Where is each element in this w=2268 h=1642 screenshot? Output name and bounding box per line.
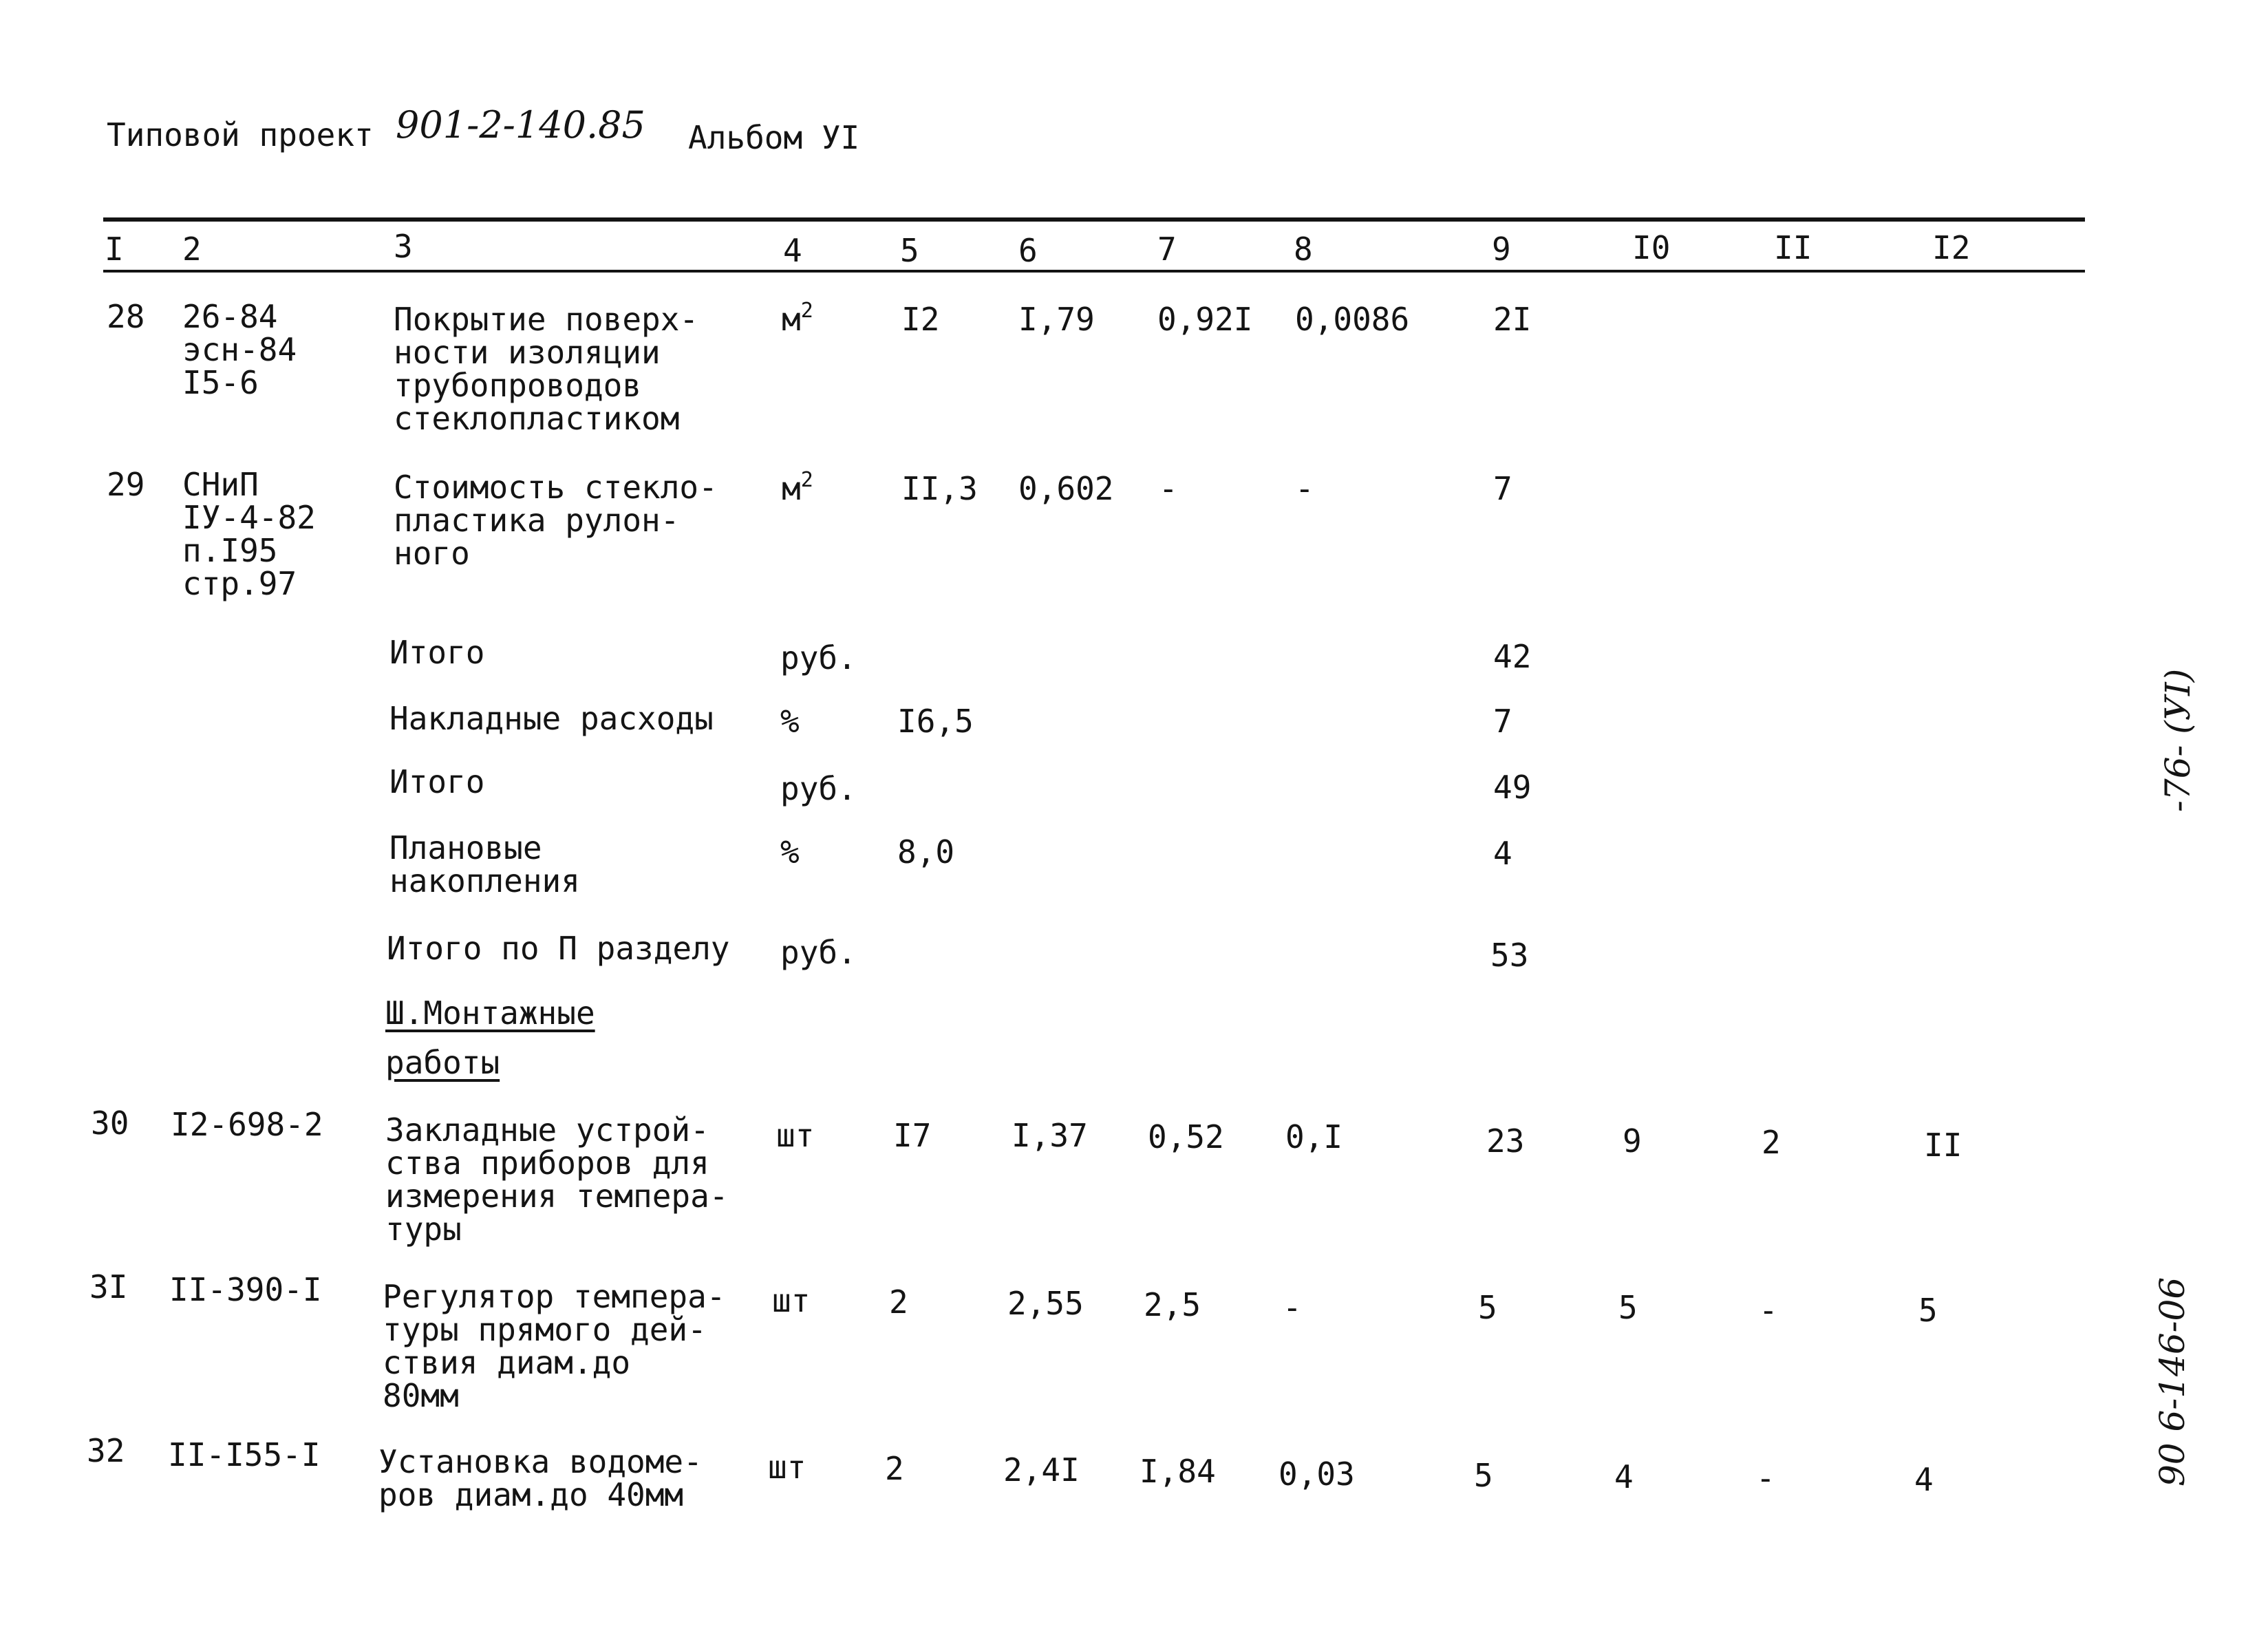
subtotal-label: Итого <box>389 763 485 800</box>
quantity: II,3 <box>901 470 978 507</box>
row-number: 28 <box>107 298 145 335</box>
subtotal-label: Итого <box>389 634 485 671</box>
col-header-8: 8 <box>1294 231 1313 268</box>
row-number: 29 <box>107 466 145 503</box>
unit: % <box>780 833 800 871</box>
col7-value: I,84 <box>1140 1453 1216 1490</box>
col6-value: I,79 <box>1018 301 1095 338</box>
work-description: ствия диам.до <box>383 1344 631 1381</box>
section-total-label: Итого по П разделу <box>387 930 730 967</box>
unit: $м^2$ <box>782 299 813 338</box>
section-heading: работы <box>385 1044 500 1081</box>
unit: руб. <box>780 639 857 676</box>
col11-value: - <box>1759 1292 1778 1329</box>
col8-value: - <box>1295 470 1314 507</box>
col-header-7: 7 <box>1157 231 1177 268</box>
col12-value: II <box>1924 1127 1962 1164</box>
col9-value: 7 <box>1493 470 1512 507</box>
col8-value: 0,I <box>1285 1118 1343 1155</box>
col9-value: 2I <box>1493 301 1532 338</box>
col7-value: 2,5 <box>1144 1286 1201 1323</box>
norm-code: II-I55-I <box>168 1436 321 1473</box>
work-description: Установка водоме- <box>378 1443 703 1480</box>
col9-value: 53 <box>1490 937 1529 974</box>
unit: $м^2$ <box>782 468 813 507</box>
col8-value: 0,0086 <box>1295 301 1410 338</box>
col-header-6: 6 <box>1018 232 1038 269</box>
norm-code: II-390-I <box>169 1271 322 1308</box>
norm-code: эсн-84 <box>182 331 297 368</box>
work-description: пластика рулон- <box>394 502 680 539</box>
col7-value: - <box>1159 470 1178 507</box>
section-heading: Ш.Монтажные <box>385 994 595 1032</box>
col11-value: - <box>1756 1460 1775 1497</box>
quantity: I7 <box>893 1117 932 1154</box>
project-number: 901-2-140.85 <box>396 103 645 147</box>
work-description: 80мм <box>383 1377 459 1414</box>
col8-value: 0,03 <box>1279 1456 1355 1493</box>
norm-code: I5-6 <box>182 364 259 401</box>
unit: шт <box>776 1117 815 1154</box>
col6-value: I,37 <box>1012 1117 1088 1154</box>
col-header-9: 9 <box>1492 231 1511 268</box>
norm-code: 26-84 <box>182 298 278 335</box>
col10-value: 9 <box>1623 1122 1642 1160</box>
album-label: Альбом УI <box>688 119 860 156</box>
norm-code: стр.97 <box>182 565 297 602</box>
header-prefix: Типовой проект <box>107 116 374 153</box>
col6-value: 2,4I <box>1003 1451 1080 1489</box>
work-description: ства приборов для <box>385 1144 709 1182</box>
col9-value: 5 <box>1478 1289 1497 1326</box>
col9-value: 49 <box>1493 769 1532 806</box>
col-header-2: 2 <box>182 231 202 268</box>
work-description: стеклопластиком <box>394 400 680 437</box>
norm-code: I2-698-2 <box>171 1106 323 1143</box>
col12-value: 5 <box>1918 1292 1938 1329</box>
col9-value: 7 <box>1493 703 1512 740</box>
col7-value: 0,52 <box>1148 1118 1224 1155</box>
quantity: 2 <box>889 1283 908 1321</box>
work-description: ного <box>394 535 470 572</box>
work-description: трубопроводов <box>394 367 642 404</box>
quantity: I2 <box>901 301 940 338</box>
unit: руб. <box>780 934 857 971</box>
col10-value: 4 <box>1614 1458 1634 1495</box>
quantity: 2 <box>885 1450 904 1487</box>
col-header-5: 5 <box>900 232 919 269</box>
col8-value: - <box>1283 1289 1302 1326</box>
work-description: Покрытие поверх- <box>394 301 699 338</box>
work-description: Закладные устрой- <box>385 1111 709 1149</box>
work-description: туры <box>385 1211 462 1248</box>
col9-value: 4 <box>1493 835 1512 872</box>
work-description: измерения темпера- <box>385 1177 729 1215</box>
overhead-label: Накладные расходы <box>389 700 714 737</box>
table-top-rule <box>103 217 2085 222</box>
col7-value: 0,92I <box>1157 301 1253 338</box>
work-description: ров диам.до 40мм <box>378 1476 684 1513</box>
col10-value: 5 <box>1618 1289 1638 1326</box>
planned-savings-label: накопления <box>389 862 580 899</box>
work-description: Стоимость стекло- <box>394 469 718 506</box>
col6-value: 2,55 <box>1007 1285 1084 1322</box>
unit: шт <box>768 1449 806 1486</box>
col-header-4: 4 <box>783 232 802 269</box>
archive-stamp: 90 6-146-06 <box>2152 1277 2192 1486</box>
unit: % <box>780 703 800 740</box>
table-header-rule <box>103 270 2085 273</box>
quantity: 8,0 <box>897 833 955 871</box>
col12-value: 4 <box>1914 1461 1934 1498</box>
col6-value: 0,602 <box>1018 470 1114 507</box>
row-number: 32 <box>87 1432 125 1469</box>
col-header-11: II <box>1774 229 1812 266</box>
work-description: ности изоляции <box>394 334 661 371</box>
work-description: Регулятор темпера- <box>383 1278 726 1315</box>
norm-code: п.I95 <box>182 532 278 569</box>
page-mark: -76- (УI) <box>2158 668 2198 812</box>
col-header-3: 3 <box>394 228 413 265</box>
col11-value: 2 <box>1762 1124 1781 1161</box>
unit: руб. <box>780 770 857 807</box>
col9-value: 42 <box>1493 638 1532 675</box>
unit: шт <box>772 1282 811 1319</box>
row-number: 30 <box>91 1105 129 1142</box>
row-number: 3I <box>89 1268 128 1305</box>
col-header-12: I2 <box>1932 229 1971 266</box>
col9-value: 5 <box>1474 1457 1493 1494</box>
work-description: туры прямого дей- <box>383 1311 707 1348</box>
col-header-10: I0 <box>1632 229 1671 266</box>
col-header-1: I <box>105 231 124 268</box>
col9-value: 23 <box>1486 1122 1525 1160</box>
norm-code: IУ-4-82 <box>182 499 316 536</box>
norm-code: СНиП <box>182 466 259 503</box>
planned-savings-label: Плановые <box>389 829 542 866</box>
quantity: I6,5 <box>897 703 974 740</box>
